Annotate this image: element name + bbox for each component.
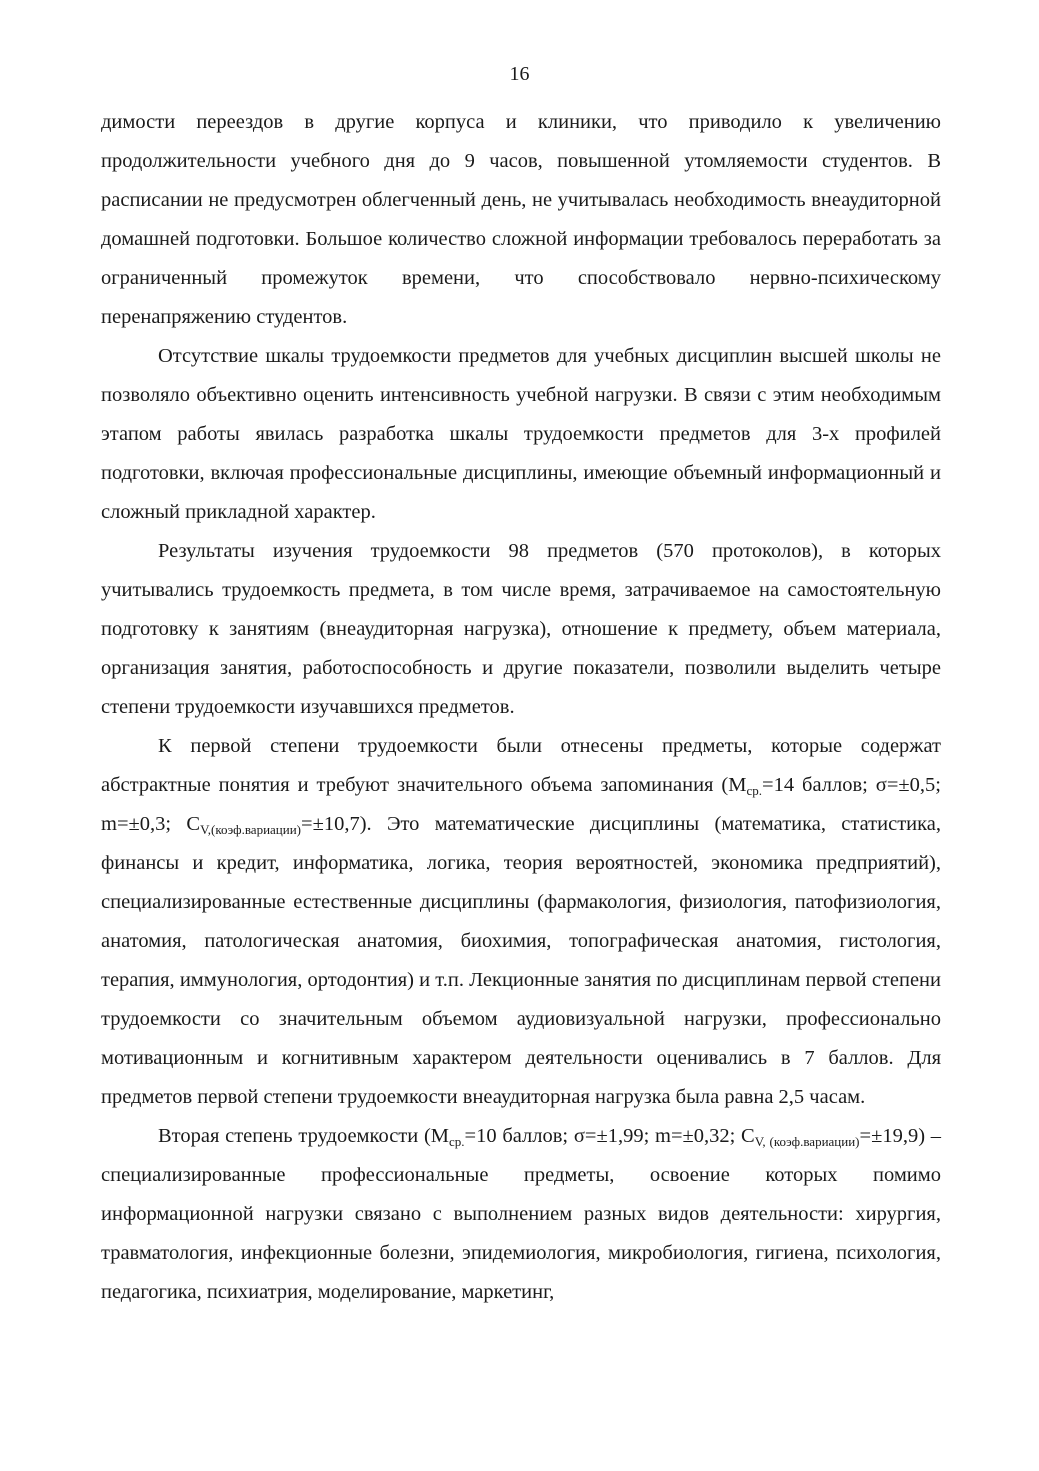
paragraph-4-text-a: К первой степени трудоемкости были отнесены предметы, которые содержат абстрактные понятия и требуют значительного объема запоминания (M xyxy=(101,735,941,796)
paragraph-5-text-c: =±19,9) – специализированные профессиональные предметы, освоение которых помимо информационной нагрузки связано с выполнением разных видов деятельности: хирургия, травматология, инфекционные болезни, эпидемиология, микробиология, гигиена, психология, педагогика, психиатрия, моделирование, маркетинг, xyxy=(101,1125,941,1303)
paragraph-1: димости переездов в другие корпуса и клиники, что приводило к увеличению продолжительности учебного дня до 9 часов, повышенной утомляемости студентов. В расписании не предусмотрен облегченный день, не учитывалась необходимость внеаудиторной домашней подготовки. Большое количество сложной информации требовалось переработать за ограниченный промежуток времени, что способствовало нервно-психическому перенапряжению студентов. xyxy=(101,111,941,328)
page-number: 16 xyxy=(509,63,530,85)
paragraph-3: Результаты изучения трудоемкости 98 предметов (570 протоколов), в которых учитывались трудоемкость предмета, в том числе время, затрачиваемое на самостоятельную подготовку к занятиям (внеаудиторная нагрузка), отношение к предмету, объем материала, организация занятия, работоспособность и другие показатели, позволили выделить четыре степени трудоемкости изучавшихся предметов. xyxy=(101,540,941,718)
variation-subscript: V,(коэф.вариации) xyxy=(200,822,302,837)
paragraph-2: Отсутствие шкалы трудоемкости предметов для учебных дисциплин высшей школы не позволяло объективно оценить интенсивность учебной нагрузки. В связи с этим необходимым этапом работы явилась разработка шкалы трудоемкости предметов для 3-х профилей подготовки, включая профессиональные дисциплины, имеющие объемный информационный и сложный прикладной характер. xyxy=(101,345,941,523)
mean-subscript: ср. xyxy=(746,783,763,798)
mean-subscript: ср. xyxy=(449,1134,465,1149)
paragraph-4 xyxy=(101,727,941,1117)
paragraph-4-text-c: =±10,7). Это математические дисциплины (математика, статистика, финансы и кредит, информатика, логика, теория вероятностей, экономика предприятий), специализированные естественные дисциплины (фармакология, физиология, патофизиология, анатомия, патологическая анатомия, биохимия, топографическая анатомия, гистология, терапия, иммунология, ортодонтия) и т.п. Лекционные занятия по дисциплинам первой степени трудоемкости со значительным объемом аудиовизуальной нагрузки, профессионально мотивационным и когнитивным характером деятельности оценивались в 7 баллов. Для предметов первой степени трудоемкости внеаудиторная нагрузка была равна 2,5 часам. xyxy=(101,813,941,1108)
paragraph-5 xyxy=(101,1117,941,1312)
paragraph-4-text-b: =14 баллов; σ=±0,5; m=±0,3; C xyxy=(101,774,941,835)
paragraph-5-text-a: Вторая степень трудоемкости (M xyxy=(158,1125,450,1147)
paragraph-5-text-b: =10 баллов; σ=±1,99; m=±0,32; C xyxy=(464,1125,755,1147)
text-body xyxy=(101,103,941,1312)
variation-subscript: V, (коэф.вариации) xyxy=(754,1134,860,1149)
